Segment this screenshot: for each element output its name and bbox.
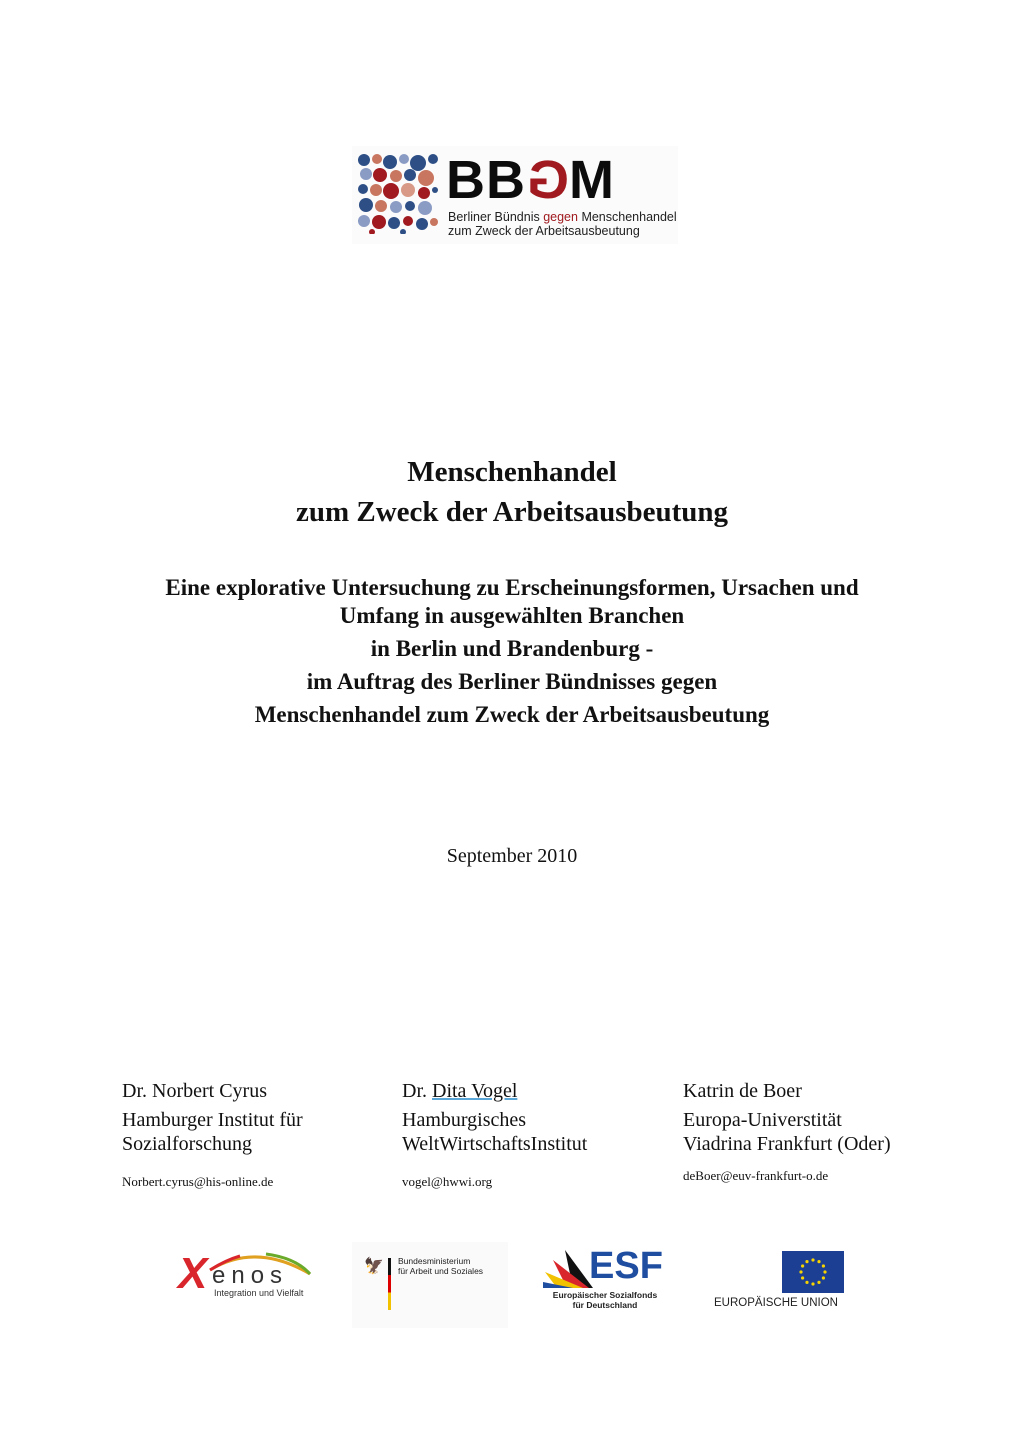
author-institution: Sozialforschung [122, 1133, 252, 1155]
author-name: Katrin de Boer [683, 1080, 802, 1102]
federal-eagle-icon: 🦅 [364, 1258, 384, 1275]
author-institution: Hamburgisches [402, 1109, 527, 1131]
subtitle-line: Menschenhandel zum Zweck der Arbeitsausbeutung [254, 702, 770, 727]
dots-mosaic-icon [358, 154, 438, 234]
author-institution: WeltWirtschaftsInstitut [402, 1133, 588, 1155]
author-name: Dr. Dita Vogel [402, 1080, 518, 1102]
bbgm-logo [352, 146, 678, 244]
author-institution: Europa-Universtität [683, 1109, 842, 1131]
author-email[interactable]: Norbert.cyrus@his-online.de [122, 1174, 274, 1189]
subtitle-line: Eine explorative Untersuchung zu Erscheinungsformen, Ursachen und [165, 575, 859, 600]
author-block [402, 1079, 587, 1194]
title-line-1: Menschenhandel [407, 456, 617, 488]
author-name: Dr. Norbert Cyrus [122, 1080, 267, 1102]
eu-flag-icon [782, 1251, 844, 1293]
publication-date: September 2010 [446, 845, 578, 867]
esf-swoosh-icon [543, 1250, 593, 1288]
author-institution: Hamburger Institut für [122, 1109, 303, 1131]
author-email[interactable]: vogel@hwwi.org [402, 1174, 493, 1189]
author-email[interactable]: deBoer@euv-frankfurt-o.de [683, 1168, 829, 1183]
page-title [0, 452, 1024, 532]
subtitle-line: in Berlin und Brandenburg - [370, 636, 654, 661]
eu-logo: EUROPÄISCHE UNION [714, 1250, 846, 1314]
author-institution: Viadrina Frankfurt (Oder) [683, 1133, 891, 1155]
subtitle-line: im Auftrag des Berliner Bündnisses gegen [306, 669, 718, 694]
bbgm-wordmark: BBGM [446, 150, 615, 210]
german-flag-bar [388, 1258, 391, 1310]
bbgm-subtitle: Berliner Bündnis gegen Menschenhandel zum Zweck der Arbeitsausbeutung [448, 210, 677, 238]
esf-logo: ESF Europäischer Sozialfonds für Deutschland [543, 1248, 667, 1312]
xenos-logo: X enos Integration und Vielfalt [176, 1248, 316, 1304]
bmas-logo: 🦅 Bundesministerium für Arbeit und Soziales [352, 1242, 508, 1328]
author-block [122, 1079, 303, 1194]
author-block [683, 1079, 891, 1188]
page-subtitle [0, 574, 1024, 729]
subtitle-line: Umfang in ausgewählten Branchen [339, 603, 685, 628]
title-line-2: zum Zweck der Arbeitsausbeutung [295, 496, 729, 528]
